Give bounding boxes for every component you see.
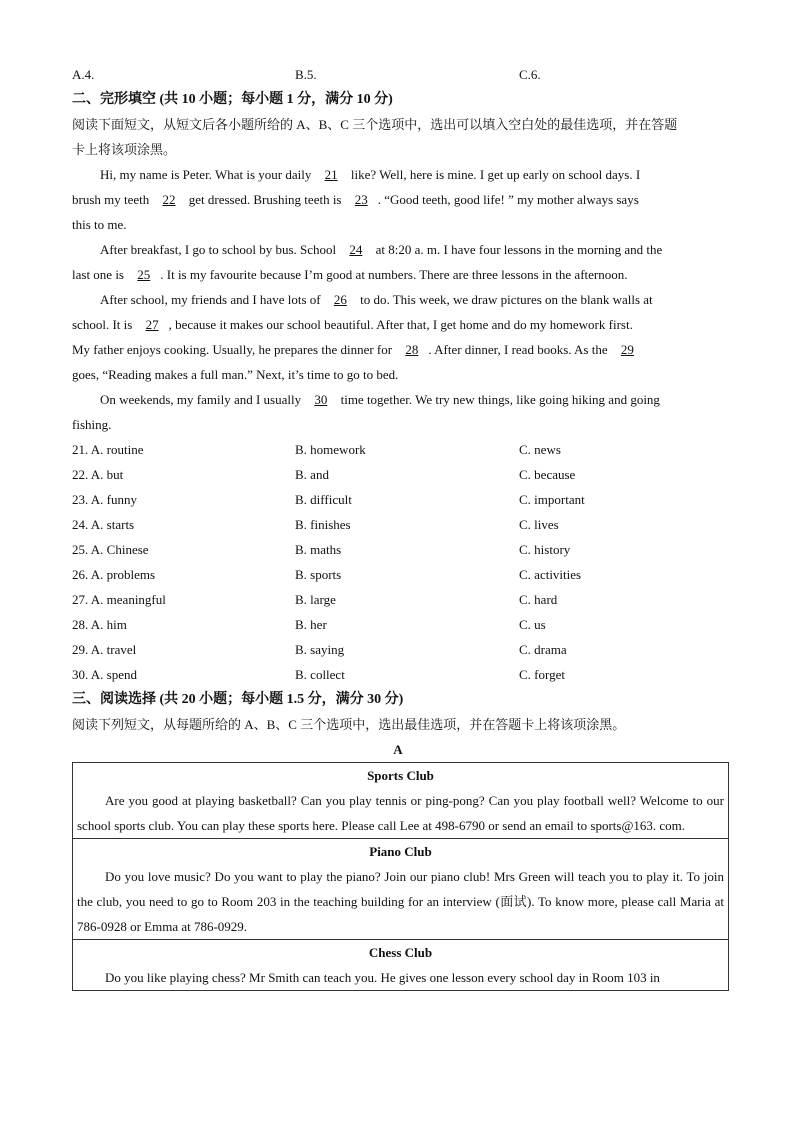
- blank-27: 27: [145, 317, 159, 332]
- option-b: B.5.: [295, 67, 317, 82]
- option-row: [72, 662, 724, 687]
- option-a: 29. A. travel: [72, 642, 137, 657]
- club-cell: [73, 763, 729, 839]
- blank-25: 25: [137, 267, 151, 282]
- option-b: B. finishes: [295, 517, 351, 532]
- option-b: B. saying: [295, 642, 345, 657]
- option-b: B. large: [295, 592, 336, 607]
- passage-line: this to me.: [72, 217, 127, 232]
- option-a: 24. A. starts: [72, 517, 135, 532]
- option-b: B. and: [295, 467, 329, 482]
- option-a: 23. A. funny: [72, 492, 137, 507]
- blank-26: 26: [333, 292, 347, 307]
- passage-line: My father enjoys cooking. Usually, he prepares the dinner for 28 . After dinner, I read books. As the 29: [72, 337, 724, 362]
- option-a: 21. A. routine: [72, 442, 144, 457]
- option-row: [72, 512, 724, 537]
- passage-line: goes, “Reading makes a full man.” Next, it’s time to go to bed.: [72, 367, 399, 382]
- option-row: [72, 437, 724, 462]
- option-row: [72, 612, 724, 637]
- blank-21: 21: [324, 167, 338, 182]
- passage-line: school. It is 27 , because it makes our school beautiful. After that, I get home and do my homework first.: [72, 312, 724, 337]
- option-row: [72, 587, 724, 612]
- option-c: C. lives: [519, 517, 559, 532]
- club-name: Piano Club: [369, 844, 432, 859]
- clubs-table: [72, 762, 729, 991]
- previous-question-options: [72, 62, 724, 87]
- blank-24: 24: [349, 242, 363, 257]
- passage-line: brush my teeth 22 get dressed. Brushing teeth is 23 . “Good teeth, good life! ” my mother always says: [72, 187, 724, 212]
- section2-instruction-line2: 卡上将该项涂黑。: [72, 142, 177, 157]
- exam-page: [72, 62, 724, 991]
- option-c: C. because: [519, 467, 576, 482]
- club-cell: [73, 839, 729, 940]
- passage-line: On weekends, my family and I usually 30 time together. We try new things, like going hiking and going: [72, 387, 724, 412]
- option-c: C. hard: [519, 592, 558, 607]
- option-b: B. maths: [295, 542, 342, 557]
- club-cell: [73, 940, 729, 991]
- option-a: 27. A. meaningful: [72, 592, 166, 607]
- option-row: [72, 537, 724, 562]
- section2-title: 二、完形填空 (共 10 小题；每小题 1 分，满分 10 分): [72, 92, 393, 107]
- passage-line: last one is 25 . It is my favourite because I’m good at numbers. There are three lessons in the afternoon.: [72, 262, 724, 287]
- option-c: C. forget: [519, 667, 565, 682]
- passage-line: After school, my friends and I have lots of 26 to do. This week, we draw pictures on the blank walls at: [72, 287, 724, 312]
- option-a: 26. A. problems: [72, 567, 156, 582]
- option-c: C. history: [519, 542, 571, 557]
- option-a: 30. A. spend: [72, 667, 137, 682]
- club-description: Do you love music? Do you want to play the piano? Join our piano club! Mrs Green will teach you to play it. To join the club, you need to go to Room 203 in the teaching building for an interview (面试). To know more, please call Maria at 786-0928 or Emma at 786-0929.: [77, 869, 724, 934]
- option-row: [72, 462, 724, 487]
- option-a: 28. A. him: [72, 617, 127, 632]
- option-b: B. difficult: [295, 492, 352, 507]
- passage-line: After breakfast, I go to school by bus. School 24 at 8:20 a. m. I have four lessons in the morning and the: [72, 237, 724, 262]
- option-row: [72, 562, 724, 587]
- section3-title: 三、阅读选择 (共 20 小题；每小题 1.5 分，满分 30 分): [72, 692, 404, 707]
- option-c: C. us: [519, 617, 546, 632]
- passage-letter: A: [393, 742, 403, 757]
- blank-22: 22: [162, 192, 176, 207]
- blank-30: 30: [314, 392, 328, 407]
- option-b: B. her: [295, 617, 327, 632]
- passage-line: fishing.: [72, 417, 112, 432]
- option-row: [72, 487, 724, 512]
- option-c: C. important: [519, 492, 585, 507]
- blank-23: 23: [354, 192, 368, 207]
- option-b: B. homework: [295, 442, 366, 457]
- option-c: C. news: [519, 442, 561, 457]
- option-b: B. sports: [295, 567, 342, 582]
- option-c: C.6.: [519, 67, 541, 82]
- option-c: C. drama: [519, 642, 567, 657]
- option-b: B. collect: [295, 667, 345, 682]
- option-c: C. activities: [519, 567, 582, 582]
- club-name: Chess Club: [368, 945, 433, 960]
- club-description: Do you like playing chess? Mr Smith can teach you. He gives one lesson every school day in Room 103 in: [105, 970, 660, 985]
- option-a: A.4.: [72, 67, 95, 82]
- option-row: [72, 637, 724, 662]
- club-name: Sports Club: [367, 768, 434, 783]
- passage-line: Hi, my name is Peter. What is your daily 21 like? Well, here is mine. I get up early on school days. I: [72, 162, 724, 187]
- option-a: 22. A. but: [72, 467, 124, 482]
- blank-29: 29: [620, 342, 634, 357]
- section2-instruction-line1: 阅读下面短文，从短文后各小题所给的 A、B、C 三个选项中，选出可以填入空白处的最佳选项，并在答题: [72, 117, 678, 132]
- cloze-options: [72, 437, 724, 687]
- blank-28: 28: [405, 342, 419, 357]
- section3-instruction: 阅读下列短文，从每题所给的 A、B、C 三个选项中，选出最佳选项，并在答题卡上将该项涂黑。: [72, 717, 626, 732]
- club-description: Are you good at playing basketball? Can you play tennis or ping-pong? Can you play football well? Welcome to our school sports club. You can play these sports here. Please call Lee at 498-6790 or send an email to sports@163. com.: [77, 793, 724, 833]
- option-a: 25. A. Chinese: [72, 542, 149, 557]
